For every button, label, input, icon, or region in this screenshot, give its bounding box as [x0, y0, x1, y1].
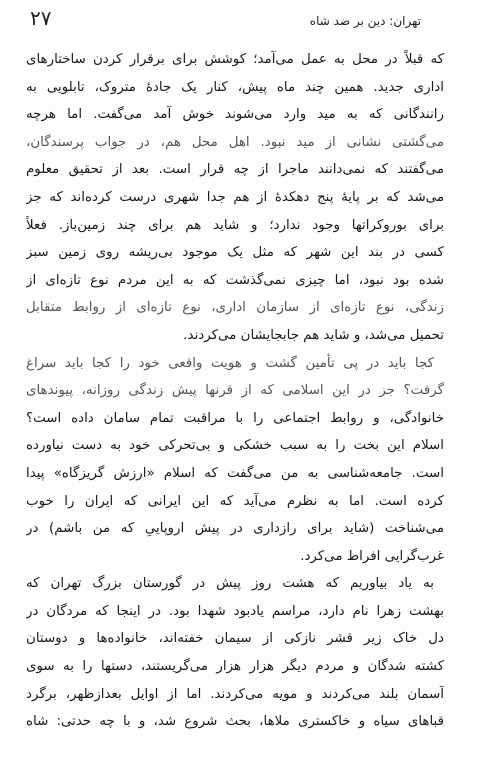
text-line: برای بوروکراتها وجود ندارد؛ و شاید هم برای چند زمین‌باز. فعلاً [26, 217, 444, 233]
text-line: تحمیل می‌شد، و شاید هم جابجایشان می‌کردند. [183, 327, 444, 343]
text-line: رانندگانی که به مید وارد می‌شوند خوش آمد می‌گفت. اما هرچه [26, 107, 444, 123]
text-line: بهشت زهرا نام دارد، مراسم یادبود شهدا بود. در اینجا که مردگان در [26, 603, 444, 619]
text-line: دل خاک زیر قشر نازکی از سیمان خفته‌اند، خانواده‌ها و دوستان [26, 631, 444, 647]
text-line: به یاد بیاوریم که هشت روز پیش در گورستان بزرگ تهران که [26, 576, 434, 592]
text-line: زندگی، نوع تازه‌ای از سازمان اداری، نوع تازه‌ای از روابط متقابل [26, 300, 444, 316]
text-line: قباهای سیاه و خاکستری ملاها، بحث شروع شد، و با چه حدتی: شاه [26, 714, 444, 730]
text-line: می‌شناخت (شاید برای رازداری در پیش اروپاییِ که من باشم) در [26, 521, 444, 537]
text-line: که قبلاً در محل به عمل می‌آمد؛ کوشش برای برقرار کردن ساختارهای [26, 52, 444, 67]
body-text [26, 46, 444, 736]
page-number: ۲۷ [30, 6, 52, 30]
text-line: اسلام این بخت را به سبب خشکی و بی‌تحرکی خود به دست نیاورده [26, 438, 444, 454]
running-head [30, 8, 421, 34]
text-line: خانوادگی، و روابط اجتماعی را با مراقبت تمام سامان داده است؟ [26, 410, 444, 426]
text-line: غرب‌گرایی افراط می‌کرد. [300, 548, 444, 564]
text-line: کسی در بند این شهر که مثل یک موجود بی‌ریشه روی زمین سبز [26, 245, 444, 261]
text-line: اداری جدید. همین چند ماه پیش، کنار یک جادهٔ متروک، تابلویی به [26, 79, 444, 95]
text-line: می‌گفتند که نمی‌دانند ماجرا از چه قرار است. بعد از تحقیق معلوم [26, 162, 444, 178]
running-title: تهران: دین بر ضد شاه [309, 14, 421, 28]
text-line: گرفت؟ جز در این اسلامی که از قرنها پیش زندگی روزانه، پیوندهای [26, 383, 444, 399]
text-line: می‌گشتی نشانی از مید نبود. اهل محل هم، در جواب پرسندگان، [26, 134, 444, 150]
text-line: می‌شد که بر پایهٔ پنج دهکدهٔ از هم جدا شهری درست کرده‌اند که جز [26, 189, 444, 205]
text-line: شده بود نبود، اما چیزی نمی‌گذشت که به این مردم نوع تازه‌ای از [26, 272, 444, 288]
text-line: است. جامعه‌شناسی به من می‌گفت که اسلام «ارزش گریزگاه» پیدا [26, 465, 444, 481]
text-line: کرده است. اما به نظرم می‌آید که این ایرانی که ایران را خوب [26, 493, 444, 509]
text-line: آسمان بلند می‌کردند و مویه می‌کردند. اما از اوایل بعدازظهر، برگرد [26, 686, 444, 702]
text-line: کجا باید در پی تأمین گشت و هویت واقعی خود را کجا باید سراغ [26, 355, 434, 371]
text-line: کشته شدگان و مردم دیگر هزار هزار می‌گریستند، دستها را به سوی [26, 659, 444, 675]
